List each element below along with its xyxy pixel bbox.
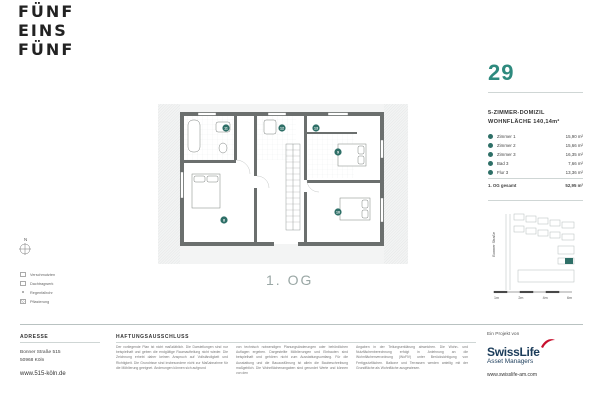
room-label: 13 (314, 126, 318, 131)
room-area: 7,66 m² (568, 161, 583, 166)
room-area: 13,36 m² (565, 170, 583, 175)
total-area: 52,95 m² (565, 182, 583, 188)
room-number-badge (488, 161, 493, 166)
projekt-label: Ein Projekt von (487, 332, 520, 337)
room-area: 15,66 m² (565, 143, 583, 148)
room-number-badge (488, 143, 493, 148)
address-line: 50968 Köln (20, 358, 45, 363)
room-area: 16,35 m² (565, 152, 583, 157)
room-number-badge (488, 134, 493, 139)
room-name: Zimmer 3 (497, 152, 516, 157)
disclaimer-col-1: Der vorliegende Plan ist nicht maßstäblich. Die Darstellungen sind nur beispielhaft und geben die endgültige Raumaufteilung nicht wieder. Die Zeichnung erhebt daher keinen Anspruch auf Vollständigkeit und Richtigkeit. Die Grundrisse sind insbesondere nicht zur Maßabnahme für die Möblierung geeignet. Änderungen können sich aufgrund (116, 345, 228, 370)
room-label: 12 (280, 126, 284, 131)
website-link[interactable]: www.515-köln.de (20, 371, 66, 377)
room-label: 8 (223, 218, 225, 223)
legend-label: Verschmutzten (30, 272, 56, 277)
disclaimer-title: HAFTUNGSAUSSCHLUSS (116, 334, 190, 340)
room-label: 11 (224, 126, 228, 131)
address-title: ADRESSE (20, 334, 49, 340)
scale-label: 4m (542, 296, 548, 300)
room-name: Bad 3 (497, 161, 509, 166)
legend-swatch (20, 290, 26, 295)
legend-label: Dachtragwerk (30, 281, 54, 286)
room-name: Zimmer 2 (497, 143, 516, 148)
footer-divider (20, 324, 583, 325)
divider (488, 200, 583, 201)
brand-website[interactable]: www.swisslife-am.com (487, 372, 538, 378)
logo (18, 2, 74, 59)
legend-item (20, 288, 55, 297)
logo-line-2: EINS (18, 21, 68, 40)
legend-swatch (20, 281, 26, 286)
unit-area: WOHNFLÄCHE 140,14m² (488, 119, 560, 125)
legend-item (20, 297, 55, 306)
legend-swatch (20, 299, 26, 304)
room-row (488, 159, 583, 168)
unit-number: 29 (488, 60, 515, 85)
legend-item (20, 279, 55, 288)
brand-sub: Asset Managers (487, 358, 534, 365)
disclaimer-col-3: Angaben in der Teilungserklärung abweichen. Die Wohn- und Nutzflächenberechnung erfolgt in Anlehnung an die Wohnflächenverordnung (WoFlV) unter Berücksichtigung von Fertigputzflächen. Balkone und Terrassen werden anteilig mit der Grundfläche als Wohnfläche ausgewiesen. (356, 345, 468, 370)
room-row (488, 141, 583, 150)
room-row (488, 132, 583, 141)
legend (20, 270, 55, 306)
legend-label: Pflasterung (30, 299, 50, 304)
logo-line-3: FÜNF (18, 40, 75, 59)
scale-label: 2m (518, 296, 524, 300)
room-row (488, 150, 583, 159)
brand-name: SwissLife (487, 345, 540, 359)
room-number-badge (488, 152, 493, 157)
compass-icon (16, 236, 34, 256)
room-label: 9 (337, 150, 339, 155)
swisslife-logo (487, 345, 540, 365)
legend-label: Regenfallrohr (30, 290, 53, 295)
logo-line-1: FÜNF (18, 2, 75, 21)
address-line: Bonner Straße 515 (20, 350, 61, 355)
floor-label: 1. OG (266, 272, 314, 288)
unit-type-block (488, 109, 560, 127)
total-row (488, 180, 583, 190)
street-label: Bonner Straße (492, 232, 496, 257)
divider (116, 342, 476, 343)
divider (20, 342, 100, 343)
scale-label: 6m (566, 296, 572, 300)
divider (488, 178, 583, 179)
legend-swatch (20, 272, 26, 277)
room-number-badge (488, 170, 493, 175)
disclaimer-col-2: von technisch notwendigen Planungsänderungen oder behördlichen Auflagen ergeben. Dargestellte Möblierungen und Einbauten sind beispielhaft und gehören nicht zum Ausstattungsumfang. Für die Ausstattung und die Bauausführung ist allein die Baubeschreibung maßgeblich. Die Wohnflächenangaben sind gerundet Werte und können von den (236, 345, 348, 376)
scale-label: 1m (494, 296, 499, 300)
room-name: Zimmer 1 (497, 134, 516, 139)
swisslife-swoosh-icon (540, 337, 556, 349)
room-label: 10 (336, 210, 340, 215)
legend-item (20, 270, 55, 279)
total-label: 1. OG gesamt (488, 182, 517, 188)
unit-type: 5-ZIMMER-DOMIZIL (488, 110, 545, 116)
floor-plan (158, 104, 408, 264)
svg-text:N: N (24, 237, 28, 242)
key-plan (488, 210, 583, 295)
divider (488, 92, 583, 93)
room-row (488, 168, 583, 177)
room-name: Flur 3 (497, 170, 509, 175)
address (20, 349, 61, 365)
unit-highlight (565, 258, 573, 264)
scale-labels (494, 296, 572, 300)
room-area: 15,90 m² (565, 134, 583, 139)
room-list (488, 132, 583, 190)
